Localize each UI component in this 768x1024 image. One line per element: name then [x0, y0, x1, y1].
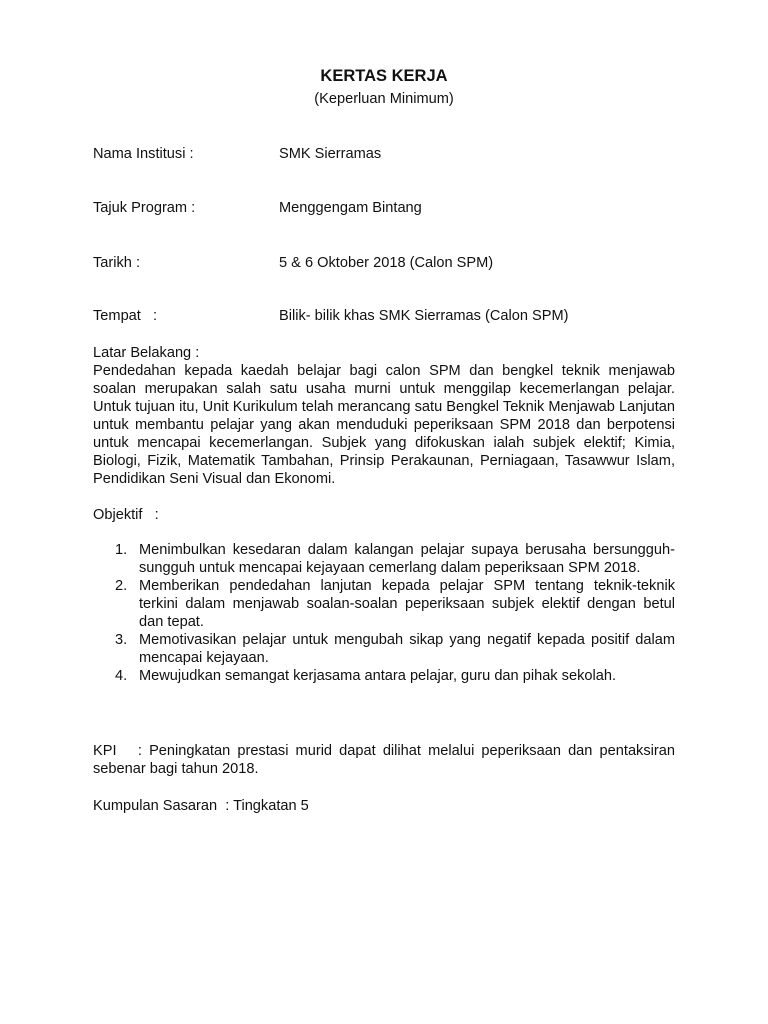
objective-item: [93, 541, 675, 577]
background-paragraph: Pendedahan kepada kaedah belajar bagi calon SPM dan bengkel teknik menjawab soalan merupakan salah satu usaha murni untuk menggilap kecemerlangan pelajar. Untuk tujuan itu, Unit Kurikulum telah merancang satu Bengkel Teknik Menjawab Lanjutan untuk membantu pelajar yang akan menduduki peperiksaan SPM 2018 dan berpotensi untuk mencapai kecemerlangan. Subjek yang difokuskan ialah subjek elektif; Kimia, Biologi, Fizik, Matematik Tambahan, Prinsip Perakaunan, Perniagaan, Tasawwur Islam, Pendidikan Seni Visual dan Ekonomi.: [93, 363, 675, 487]
field-value-date: 5 & 6 Oktober 2018 (Calon SPM): [279, 255, 494, 271]
objective-number: 4.: [115, 668, 128, 684]
document-title: KERTAS KERJA: [320, 67, 448, 85]
objective-item: [93, 577, 675, 631]
objective-text: Memberikan pendedahan lanjutan kepada pelajar SPM tentang teknik-teknik terkini dalam menjawab soalan-soalan peperiksaan subjek elektif dengan betul dan tepat.: [139, 578, 675, 630]
objectives-heading: Objektif :: [93, 507, 159, 523]
kpi-paragraph: KPI : Peningkatan prestasi murid dapat dilihat melalui peperiksaan dan pentaksiran sebenar bagi tahun 2018.: [93, 743, 680, 777]
objective-item: [93, 667, 675, 685]
objective-number: 3.: [115, 632, 128, 648]
objective-item: [93, 631, 675, 667]
field-label-venue: Tempat :: [93, 308, 158, 324]
objective-number: 1.: [115, 542, 128, 558]
field-value-venue: Bilik- bilik khas SMK Sierramas (Calon SPM): [279, 308, 569, 324]
field-label-program: Tajuk Program :: [93, 200, 196, 216]
field-value-institution: SMK Sierramas: [279, 146, 382, 162]
objective-text: Memotivasikan pelajar untuk mengubah sikap yang negatif kepada positif dalam mencapai kejayaan.: [139, 632, 675, 666]
objective-text: Menimbulkan kesedaran dalam kalangan pelajar supaya berusaha bersungguh-sungguh untuk mencapai kejayaan cemerlang dalam peperiksaan SPM 2018.: [139, 542, 675, 576]
field-label-date: Tarikh :: [93, 255, 141, 271]
field-label-institution: Nama Institusi :: [93, 146, 194, 162]
objective-number: 2.: [115, 578, 128, 594]
objective-text: Mewujudkan semangat kerjasama antara pelajar, guru dan pihak sekolah.: [139, 668, 617, 684]
background-heading: Latar Belakang :: [93, 345, 200, 361]
field-value-program: Menggengam Bintang: [279, 200, 422, 216]
target-group: Kumpulan Sasaran : Tingkatan 5: [93, 798, 309, 814]
objectives-list: [93, 541, 675, 685]
document-subtitle: (Keperluan Minimum): [314, 91, 454, 107]
